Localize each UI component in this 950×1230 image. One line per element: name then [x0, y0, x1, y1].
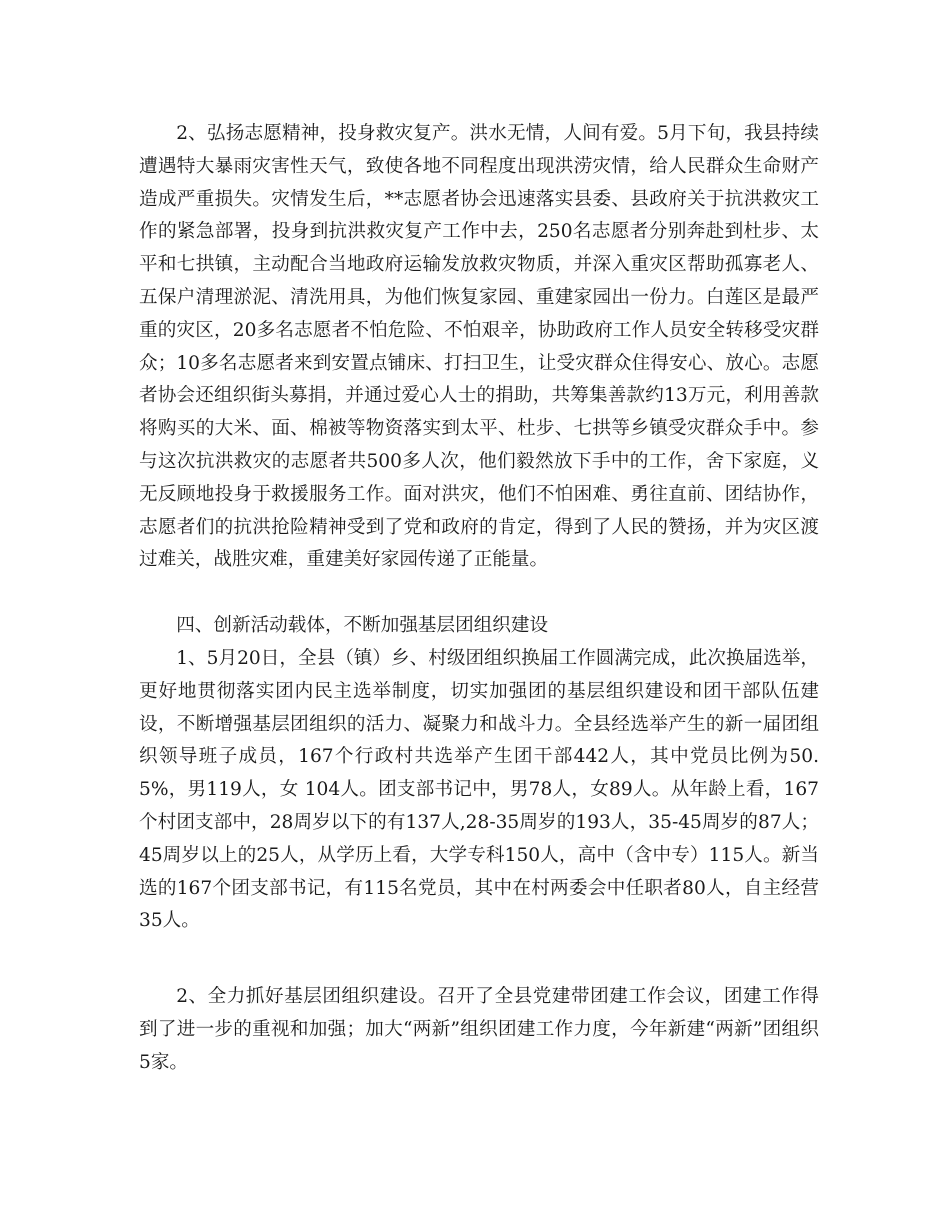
paragraph-organization-building: 2、全力抓好基层团组织建设。召开了全县党建带团建工作会议，团建工作得到了进一步的重视和加强；加大“两新”组织团建工作力度，今年新建“两新”团组织5家。: [139, 986, 819, 1073]
paragraph-election-statistics: 1、5月20日，全县（镇）乡、村级团组织换届工作圆满完成，此次换届选举，更好地贯彻落实团内民主选举制度，切实加强团的基层组织建设和团干部队伍建设，不断增强基层团组织的活力、凝聚力和战斗力。全县经选举产生的新一届团组织领导班子成员，167个行政村共选举产生团干部442人，其中党员比例为50.5%，男119人，女 104人。团支部书记中，男78人，女89人。从年龄上看，167个村团支部中，28周岁以下的有137人,28-35周岁的193人，35-45周岁的87人；45周岁以上的25人，从学历上看，大学专科150人，高中（含中专）115人。新当选的167个团支部书记，有115名党员，其中在村两委会中任职者80人，自主经营35人。: [139, 648, 820, 932]
document-body: [139, 118, 819, 1079]
paragraph-volunteer-flood-relief: 2、弘扬志愿精神，投身救灾复产。洪水无情，人间有爱。5月下旬，我县持续遭遇特大暴雨灾害性天气，致使各地不同程度出现洪涝灾情，给人民群众生命财产造成严重损失。灾情发生后，**志愿者协会迅速落实县委、县政府关于抗洪救灾工作的紧急部署，投身到抗洪救灾复产工作中去，250名志愿者分别奔赴到杜步、太平和七拱镇，主动配合当地政府运输发放救灾物质，并深入重灾区帮助孤寡老人、五保户清理淤泥、清洗用具，为他们恢复家园、重建家园出一份力。白莲区是最严重的灾区，20多名志愿者不怕危险、不怕艰辛，协助政府工作人员安全转移受灾群众；10多名志愿者来到安置点铺床、打扫卫生，让受灾群众住得安心、放心。志愿者协会还组织街头募捐，并通过爱心人士的捐助，共筹集善款约13万元，利用善款将购买的大米、面、棉被等物资落实到太平、杜步、七拱等乡镇受灾群众手中。参与这次抗洪救灾的志愿者共500多人次，他们毅然放下手中的工作，舍下家庭，义无反顾地投身于救援服务工作。面对洪灾，他们不怕困难、勇往直前、团结协作，志愿者们的抗洪抢险精神受到了党和政府的肯定，得到了人民的赞扬，并为灾区渡过难关，战胜灾难，重建美好家园传递了正能量。: [139, 123, 819, 571]
section-heading-grassroots-organization: 四、创新活动载体，不断加强基层团组织建设: [176, 615, 549, 636]
